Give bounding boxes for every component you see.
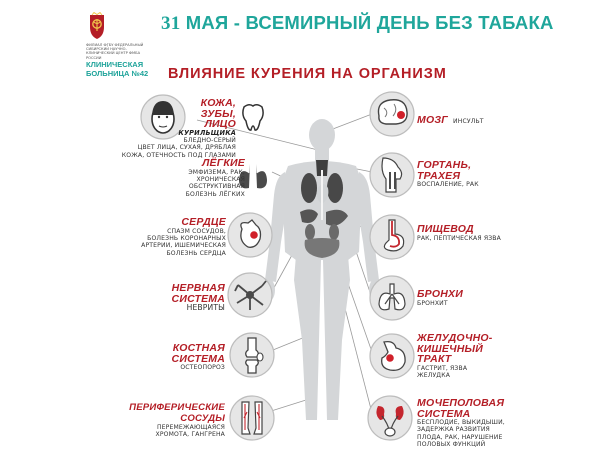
legs-vessels-icon (230, 396, 274, 440)
esophagus-icon (370, 215, 414, 259)
right-item-bronchi-title: БРОНХИ (417, 288, 463, 300)
right-item-esophagus (417, 224, 501, 242)
knee-bone-icon (230, 333, 274, 377)
right-item-bronchi (417, 289, 463, 307)
left-item-vessels (129, 403, 225, 439)
left-item-nervous-desc: НЕВРИТЫ (186, 303, 225, 312)
right-item-brain (417, 108, 484, 127)
right-item-throat (417, 160, 479, 188)
left-item-skin-title: КОЖА, ЗУБЫ, ЛИЦО (200, 97, 236, 130)
kidneys-icon (368, 396, 412, 440)
headline-date: 31 (161, 13, 181, 34)
left-item-skin-subtitle: КУРИЛЬЩИКА (178, 128, 236, 137)
left-item-bones (172, 343, 225, 371)
right-item-throat-title: ГОРТАНЬ, ТРАХЕЯ (417, 159, 472, 182)
hospital-name: КЛИНИЧЕСКАЯ БОЛЬНИЦА №42 (86, 60, 149, 78)
brain-icon (370, 92, 414, 136)
right-item-gi-tract-title: ЖЕЛУДОЧНО- КИШЕЧНЫЙ ТРАКТ (417, 332, 493, 365)
human-body-figure (263, 119, 381, 420)
right-item-brain-desc: ИНСУЛЬТ (453, 118, 484, 125)
right-item-throat-desc: ВОСПАЛЕНИЕ, РАК (417, 181, 479, 188)
throat-icon (370, 153, 414, 197)
right-item-gi-tract-desc: ГАСТРИТ, ЯЗВА ЖЕЛУДКА (417, 364, 468, 379)
left-item-lungs (186, 158, 245, 198)
right-item-brain-title: МОЗГ (417, 114, 448, 126)
left-item-vessels-desc: ПЕРЕМЕЖАЮЩАЯСЯ ХРОМОТА, ГАНГРЕНА (155, 424, 225, 439)
right-item-urogenital-desc: БЕСПЛОДИЕ, ВЫКИДЫШИ, ЗАДЕРЖКА РАЗВИТИЯ ПЛОДА, РАК, НАРУШЕНИЕ ПОЛОВЫХ ФУНКЦИЙ (417, 419, 505, 449)
heart-icon (228, 213, 272, 257)
left-item-nervous-title: НЕРВНАЯ СИСТЕМА (171, 282, 225, 305)
right-item-esophagus-desc: РАК, ПЕПТИЧЕСКАЯ ЯЗВА (417, 234, 501, 242)
left-item-lungs-title: ЛЁГКИЕ (202, 157, 245, 169)
left-item-skin-desc: БЛЕДНО-СЕРЫЙ ЦВЕТ ЛИЦА, СУХАЯ, ДРЯБЛАЯ КОЖА, ОТЕЧНОСТЬ ПОД ГЛАЗАМИ (121, 136, 236, 159)
left-item-lungs-desc: ЭМФИЗЕМА, РАК, ХРОНИЧЕСКАЯ ОБСТРУКТИВНАЯ БОЛЕЗНЬ ЛЁГКИХ (185, 168, 245, 198)
headline-event: МАЯ - ВСЕМИРНЫЙ ДЕНЬ БЕЗ ТАБАКА (185, 12, 554, 33)
neuron-icon (228, 273, 272, 317)
left-item-bones-desc: ОСТЕОПОРОЗ (180, 364, 225, 371)
left-item-vessels-title: ПЕРИФЕРИЧЕСКИЕ СОСУДЫ (129, 402, 225, 424)
left-item-skin (122, 98, 236, 159)
right-item-urogenital-title: МОЧЕПОЛОВАЯ СИСТЕМА (417, 397, 505, 420)
right-item-bronchi-desc: БРОНХИТ (417, 299, 448, 307)
left-item-heart (141, 217, 226, 257)
right-item-gi-tract (417, 333, 493, 379)
left-item-heart-title: СЕРДЦЕ (181, 216, 226, 228)
bronchi-icon (370, 276, 414, 320)
left-item-nervous (172, 283, 225, 311)
left-item-bones-title: КОСТНАЯ СИСТЕМА (171, 342, 225, 365)
right-item-urogenital (417, 398, 505, 449)
tooth-icon (243, 105, 263, 130)
page-title: ВЛИЯНИЕ КУРЕНИЯ НА ОРГАНИЗМ (168, 66, 447, 82)
stomach-icon (370, 334, 414, 378)
organization-parent-text: ФИЛИАЛ ФГБУ ФЕДЕРАЛЬНЫЙ СИБИРСКИЙ НАУЧНО-КЛИНИЧЕСКИЙ ЦЕНТР ФМБА РОССИИ (86, 43, 144, 60)
right-item-esophagus-title: ПИЩЕВОД (417, 223, 474, 235)
left-item-heart-desc: СПАЗМ СОСУДОВ, БОЛЕЗНЬ КОРОНАРНЫХ АРТЕРИИ, ИШЕМИЧЕСКАЯ БОЛЕЗНЬ СЕРДЦА (141, 227, 226, 257)
